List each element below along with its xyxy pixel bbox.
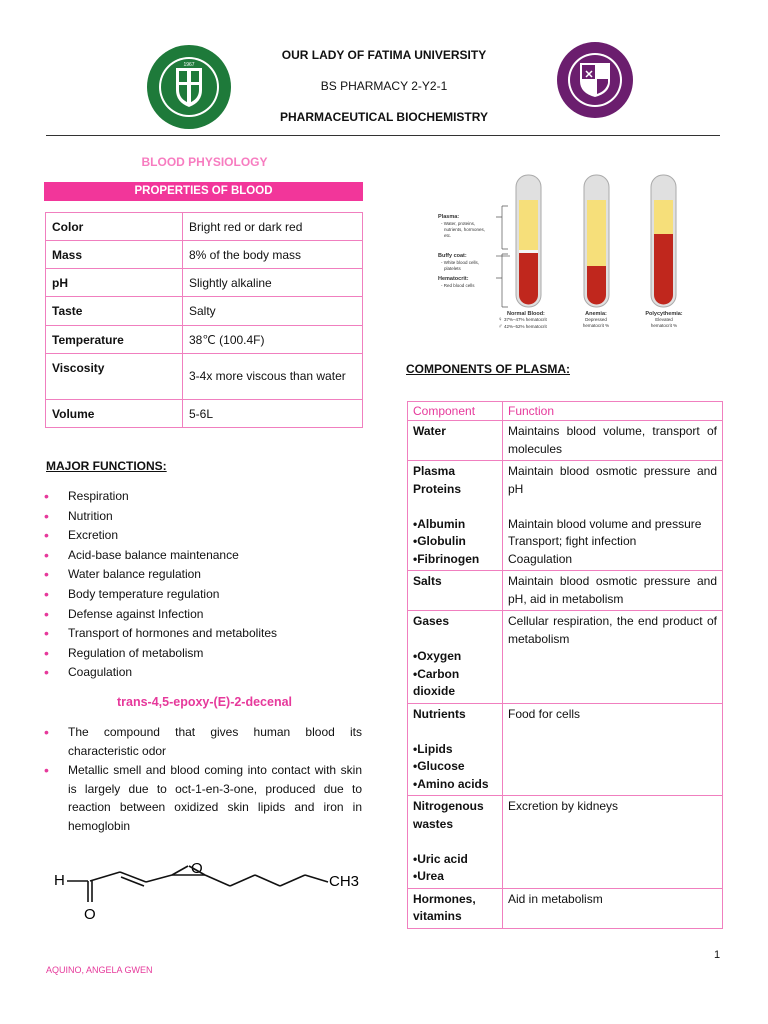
component-subitem: •Amino acids bbox=[413, 776, 489, 791]
property-key: Temperature bbox=[46, 326, 183, 354]
buffy-label: Buffy coat: bbox=[438, 253, 467, 259]
anemia-desc: Depressed bbox=[585, 317, 607, 322]
list-item: • Regulation of metabolism bbox=[44, 644, 364, 664]
list-item: • Defense against Infection bbox=[44, 605, 364, 625]
section-title: BLOOD PHYSIOLOGY bbox=[141, 155, 268, 169]
component-subitem: •Globulin bbox=[413, 534, 466, 548]
college-seal-logo bbox=[556, 41, 634, 119]
plasma-label: Plasma: bbox=[438, 214, 460, 220]
list-item: • The compound that gives human blood its characteristic odor bbox=[44, 723, 362, 760]
table-row bbox=[46, 269, 363, 297]
property-key: pH bbox=[46, 269, 183, 297]
plasma-fill bbox=[519, 200, 538, 250]
component-subitem: •Albumin bbox=[413, 516, 466, 531]
hematocrit-tubes-figure bbox=[438, 170, 698, 332]
property-value: 8% of the body mass bbox=[183, 241, 363, 269]
polycythemia-tube bbox=[651, 175, 676, 307]
list-item: • Water balance regulation bbox=[44, 565, 364, 585]
footer-author: AQUINO, ANGELA GWEN bbox=[46, 965, 153, 975]
buffy-desc: platelets bbox=[444, 266, 461, 271]
hematocrit-label: Hematocrit: bbox=[438, 276, 469, 282]
component-subitem: •Lipids bbox=[413, 741, 453, 756]
buffy-desc: - White blood cells, bbox=[441, 260, 480, 265]
property-value: Bright red or dark red bbox=[183, 213, 363, 241]
list-item: • Acid-base balance maintenance bbox=[44, 546, 364, 566]
university-seal-logo bbox=[146, 44, 232, 130]
component-name: Gases bbox=[413, 614, 450, 628]
program-name: BS PHARMACY 2-Y2-1 bbox=[320, 79, 448, 93]
component-function: Aid in metabolism bbox=[508, 891, 603, 906]
table-row bbox=[408, 421, 723, 461]
list-item: • Nutrition bbox=[44, 507, 364, 527]
component-subitem: •Oxygen bbox=[413, 649, 462, 663]
list-item: • Excretion bbox=[44, 526, 364, 546]
table-row bbox=[46, 241, 363, 269]
normal-blood-tube bbox=[516, 175, 541, 307]
properties-title: PROPERTIES OF BLOOD bbox=[44, 182, 363, 201]
subject-name: PHARMACEUTICAL BIOCHEMISTRY bbox=[279, 110, 488, 124]
component-function: Coagulation bbox=[508, 551, 573, 566]
anemia-tube bbox=[584, 175, 609, 307]
table-row bbox=[46, 326, 363, 354]
normal-male: 42%–52% hematocrit bbox=[504, 324, 547, 329]
property-value: Slightly alkaline bbox=[183, 269, 363, 297]
table-row bbox=[408, 888, 723, 928]
table-row bbox=[46, 297, 363, 326]
property-key: Mass bbox=[46, 241, 183, 269]
component-function: Maintains blood volume, transport of molecules bbox=[508, 424, 717, 456]
polycythemia-label: Polycythemia: bbox=[645, 311, 683, 317]
university-name: OUR LADY OF FATIMA UNIVERSITY bbox=[281, 48, 487, 62]
normal-label: Normal Blood: bbox=[507, 311, 545, 317]
structure-ch3-label: CH3 bbox=[329, 873, 360, 890]
component-subitem: •Glucose bbox=[413, 759, 465, 773]
property-key: Color bbox=[46, 213, 183, 241]
plasma-desc: etc. bbox=[444, 233, 452, 238]
component-name: Nitrogenous wastes bbox=[413, 799, 484, 831]
component-name: Nutrients bbox=[413, 706, 466, 721]
component-function: Maintain blood osmotic pressure and pH, aid in metabolism bbox=[508, 574, 717, 606]
male-symbol-icon: ♂ bbox=[498, 324, 503, 330]
component-function: Maintain blood volume and pressure bbox=[508, 516, 702, 531]
normal-female: 37%–47% hematocrit bbox=[504, 317, 547, 322]
hematocrit-desc: - Red blood cells bbox=[441, 283, 475, 288]
plasma-table bbox=[407, 401, 723, 929]
list-item: • Coagulation bbox=[44, 663, 364, 683]
structure-h-label: H bbox=[54, 872, 65, 889]
component-name: Hormones, vitamins bbox=[413, 891, 476, 923]
property-value: Salty bbox=[183, 297, 363, 326]
plasma-desc: - Water, proteins, bbox=[441, 221, 476, 226]
property-value: 38℃ (100.4F) bbox=[183, 326, 363, 354]
chemical-structure bbox=[50, 855, 370, 925]
list-item: • Body temperature regulation bbox=[44, 585, 364, 605]
female-symbol-icon: ♀ bbox=[498, 317, 503, 323]
table-row bbox=[46, 400, 363, 428]
column-header-function: Function bbox=[503, 402, 723, 421]
property-key: Taste bbox=[46, 297, 183, 326]
plasma-desc: nutrients, hormones, bbox=[444, 227, 486, 232]
table-row bbox=[408, 571, 723, 611]
component-name: Plasma Proteins bbox=[413, 464, 462, 496]
anemia-label: Anemia: bbox=[585, 311, 607, 317]
component-name: Water bbox=[413, 424, 446, 438]
odor-points bbox=[44, 723, 362, 836]
major-functions-title: MAJOR FUNCTIONS: bbox=[46, 459, 167, 473]
major-functions-list bbox=[44, 487, 364, 683]
table-header-row bbox=[408, 402, 723, 421]
component-function: Food for cells bbox=[508, 706, 581, 721]
component-name: Salts bbox=[413, 574, 442, 588]
table-row bbox=[46, 354, 363, 400]
list-item: • Transport of hormones and metabolites bbox=[44, 624, 364, 644]
component-function: Excretion by kidneys bbox=[508, 799, 619, 813]
list-item: • Respiration bbox=[44, 487, 364, 507]
component-function: Cellular respiration, the end product of metabolism bbox=[508, 614, 717, 646]
component-subitem: •Fibrinogen bbox=[413, 551, 480, 566]
table-row bbox=[408, 703, 723, 796]
property-value: 3-4x more viscous than water bbox=[183, 354, 363, 400]
column-header-component: Component bbox=[408, 402, 503, 421]
property-value: 5-6L bbox=[183, 400, 363, 428]
list-item: • Metallic smell and blood coming into contact with skin is largely due to oct-1-en-3-one, produced due to reaction between oxidized skin lipids and iron in hemoglobin bbox=[44, 761, 362, 835]
component-subitem: •Uric acid bbox=[413, 851, 468, 866]
component-function: Maintain blood osmotic pressure and pH bbox=[508, 464, 717, 496]
table-row bbox=[408, 611, 723, 704]
property-key: Volume bbox=[46, 400, 183, 428]
structure-o-top-label: O bbox=[191, 860, 203, 877]
table-row bbox=[408, 796, 723, 889]
properties-table bbox=[45, 212, 363, 428]
header-divider bbox=[46, 135, 720, 136]
plasma-title: COMPONENTS OF PLASMA: bbox=[406, 362, 570, 376]
component-subitem: •Carbon dioxide bbox=[413, 666, 460, 698]
anemia-desc: hematocrit % bbox=[582, 323, 610, 328]
polycythemia-desc: hematocrit % bbox=[650, 323, 678, 328]
buffy-coat bbox=[519, 250, 538, 253]
table-row bbox=[408, 461, 723, 571]
seal-year: 1967 bbox=[183, 62, 195, 68]
table-row bbox=[46, 213, 363, 241]
structure-o-bottom-label: O bbox=[84, 906, 96, 923]
polycythemia-desc: Elevated bbox=[655, 317, 673, 322]
rbc-fill bbox=[519, 253, 538, 305]
page-number: 1 bbox=[714, 949, 721, 961]
component-function: Transport; fight infection bbox=[508, 534, 637, 548]
property-key: Viscosity bbox=[46, 354, 183, 400]
compound-name: trans-4,5-epoxy-(E)-2-decenal bbox=[116, 695, 293, 709]
component-subitem: •Urea bbox=[413, 869, 444, 883]
